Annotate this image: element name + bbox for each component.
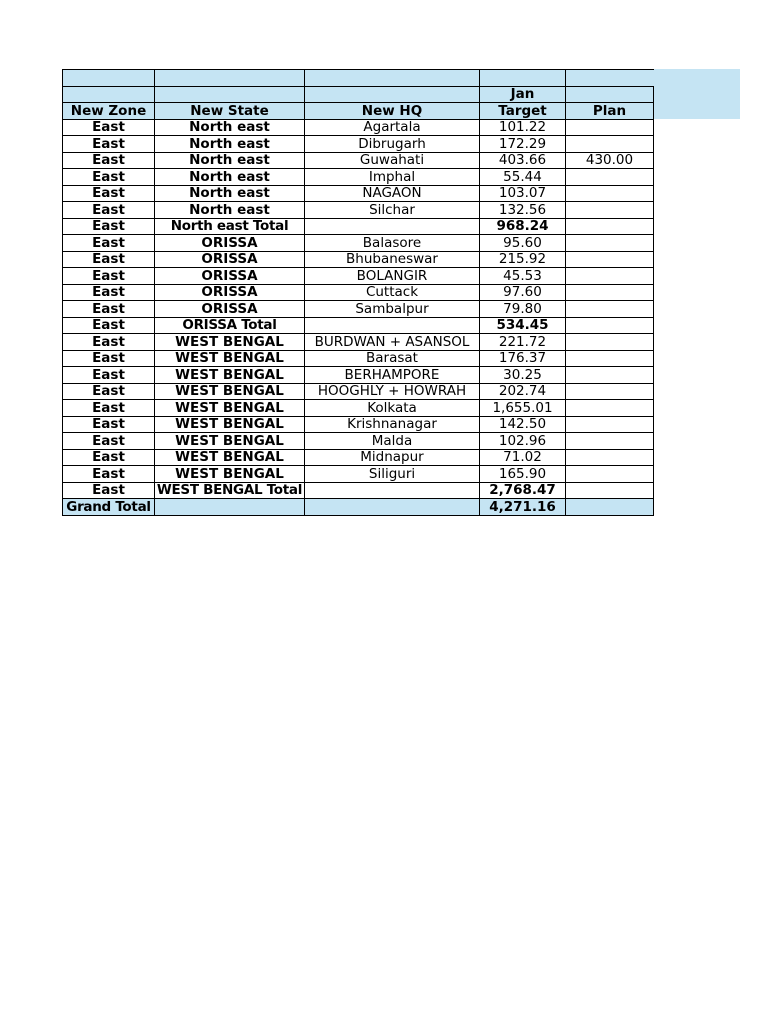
table-row <box>63 268 654 285</box>
cell-state[interactable]: WEST BENGAL <box>155 449 305 466</box>
cell-plan[interactable] <box>566 284 654 301</box>
month-header-cell[interactable] <box>480 86 566 103</box>
cell-state[interactable]: North east <box>155 202 305 219</box>
cell-plan[interactable] <box>566 235 654 252</box>
cell-state[interactable]: WEST BENGAL <box>155 416 305 433</box>
table-row <box>63 334 654 351</box>
cell-state[interactable]: North east <box>155 119 305 136</box>
subtotal-row <box>63 218 654 235</box>
cell-hq[interactable]: Balasore <box>305 235 480 252</box>
cell-hq[interactable]: Barasat <box>305 350 480 367</box>
cell-zone[interactable]: East <box>63 119 155 136</box>
cell-plan[interactable] <box>566 218 654 235</box>
header-cell-blank[interactable] <box>63 70 155 87</box>
month-label: Jan <box>510 86 535 103</box>
cell-plan[interactable] <box>566 185 654 202</box>
cell-plan[interactable] <box>566 400 654 417</box>
cell-zone[interactable]: East <box>63 185 155 202</box>
cell-state[interactable]: WEST BENGAL <box>155 433 305 450</box>
cell-zone[interactable]: East <box>63 416 155 433</box>
cell-plan[interactable] <box>566 433 654 450</box>
cell-hq[interactable]: BURDWAN + ASANSOL <box>305 334 480 351</box>
cell-hq[interactable]: Bhubaneswar <box>305 251 480 268</box>
cell-target[interactable]: 221.72 <box>480 334 566 351</box>
cell-plan[interactable] <box>566 268 654 285</box>
cell-hq[interactable]: Dibrugarh <box>305 136 480 153</box>
cell-plan[interactable] <box>566 251 654 268</box>
cell-zone[interactable]: East <box>63 367 155 384</box>
table-row <box>63 367 654 384</box>
cell-target[interactable]: 165.90 <box>480 466 566 483</box>
cell-hq[interactable]: Sambalpur <box>305 301 480 318</box>
cell-zone[interactable]: East <box>63 169 155 186</box>
cell-target[interactable]: 55.44 <box>480 169 566 186</box>
cell-plan[interactable] <box>566 136 654 153</box>
cell-hq[interactable] <box>305 218 480 235</box>
header-row-blank <box>63 70 654 87</box>
table-row <box>63 119 654 136</box>
table-row <box>63 251 654 268</box>
grand-total-row <box>63 499 654 516</box>
table-row <box>63 202 654 219</box>
cell-state[interactable]: WEST BENGAL <box>155 334 305 351</box>
cell-hq[interactable]: HOOGHLY + HOWRAH <box>305 383 480 400</box>
table-row <box>63 152 654 169</box>
cell-target[interactable]: 176.37 <box>480 350 566 367</box>
cell-plan[interactable] <box>566 169 654 186</box>
cell-state[interactable]: ORISSA <box>155 301 305 318</box>
cell-target[interactable]: 202.74 <box>480 383 566 400</box>
cell-zone[interactable]: East <box>63 268 155 285</box>
cell-target[interactable]: 132.56 <box>480 202 566 219</box>
cell-zone[interactable]: East <box>63 284 155 301</box>
grand-total-target[interactable]: 4,271.16 <box>480 499 566 516</box>
cell-state[interactable]: North east <box>155 136 305 153</box>
cell-plan[interactable] <box>566 202 654 219</box>
cell-state[interactable]: North east <box>155 185 305 202</box>
cell-state[interactable]: North east <box>155 169 305 186</box>
cell-target[interactable]: 403.66 <box>480 152 566 169</box>
cell-zone[interactable]: East <box>63 482 155 499</box>
header-row-month <box>63 86 654 103</box>
cell-zone[interactable]: East <box>63 317 155 334</box>
column-header-hq[interactable]: New HQ <box>305 103 480 120</box>
cell-plan[interactable] <box>566 317 654 334</box>
cell-target[interactable]: 97.60 <box>480 284 566 301</box>
cell-zone[interactable]: East <box>63 152 155 169</box>
table-row <box>63 136 654 153</box>
cell-hq[interactable]: Imphal <box>305 169 480 186</box>
cell-plan[interactable] <box>566 301 654 318</box>
cell-zone[interactable]: East <box>63 334 155 351</box>
column-header-plan[interactable]: Plan <box>566 103 654 120</box>
cell-state[interactable]: WEST BENGAL Total <box>155 482 305 499</box>
cell-plan[interactable] <box>566 383 654 400</box>
header-cell-blank[interactable] <box>305 70 480 87</box>
grand-total-label[interactable]: Grand Total <box>63 499 155 516</box>
cell-zone[interactable]: East <box>63 383 155 400</box>
cell-hq[interactable]: Siliguri <box>305 466 480 483</box>
cell-hq[interactable]: BERHAMPORE <box>305 367 480 384</box>
cell-hq[interactable] <box>305 482 480 499</box>
cell-target[interactable]: 1,655.01 <box>480 400 566 417</box>
cell-zone[interactable]: East <box>63 202 155 219</box>
cell-state[interactable]: ORISSA <box>155 268 305 285</box>
cell-state[interactable]: ORISSA <box>155 284 305 301</box>
cell-plan[interactable] <box>566 119 654 136</box>
grand-total-hq-cell[interactable] <box>305 499 480 516</box>
cell-state[interactable]: North east <box>155 152 305 169</box>
cell-plan[interactable] <box>566 466 654 483</box>
cell-zone[interactable]: East <box>63 218 155 235</box>
cell-hq[interactable]: NAGAON <box>305 185 480 202</box>
cell-target[interactable]: 172.29 <box>480 136 566 153</box>
table-row <box>63 301 654 318</box>
cell-target[interactable]: 101.22 <box>480 119 566 136</box>
cell-plan[interactable] <box>566 367 654 384</box>
cell-state[interactable]: WEST BENGAL <box>155 400 305 417</box>
cell-zone[interactable]: East <box>63 136 155 153</box>
cell-hq[interactable] <box>305 317 480 334</box>
column-header-row <box>63 103 654 120</box>
cell-target[interactable]: 95.60 <box>480 235 566 252</box>
grand-total-state-cell[interactable] <box>155 499 305 516</box>
cell-target[interactable]: 79.80 <box>480 301 566 318</box>
cell-hq[interactable]: BOLANGIR <box>305 268 480 285</box>
table-row <box>63 383 654 400</box>
cell-plan[interactable] <box>566 449 654 466</box>
cell-hq[interactable]: Midnapur <box>305 449 480 466</box>
subtotal-row <box>63 317 654 334</box>
cell-state[interactable]: WEST BENGAL <box>155 367 305 384</box>
cell-zone[interactable]: East <box>63 350 155 367</box>
table-row <box>63 400 654 417</box>
header-cell-blank[interactable] <box>480 70 566 87</box>
cell-hq[interactable]: Malda <box>305 433 480 450</box>
cell-plan[interactable] <box>566 334 654 351</box>
cell-target[interactable]: 142.50 <box>480 416 566 433</box>
cell-state[interactable]: WEST BENGAL <box>155 350 305 367</box>
table-row <box>63 235 654 252</box>
column-header-target[interactable]: Target <box>480 103 566 120</box>
header-cell-blank[interactable] <box>566 70 654 87</box>
cell-state[interactable]: ORISSA <box>155 235 305 252</box>
header-cell-blank[interactable] <box>155 70 305 87</box>
table-row <box>63 449 654 466</box>
cell-state[interactable]: ORISSA <box>155 251 305 268</box>
cell-plan[interactable] <box>566 416 654 433</box>
column-header-state[interactable]: New State <box>155 103 305 120</box>
cell-zone[interactable]: East <box>63 235 155 252</box>
cell-zone[interactable]: East <box>63 466 155 483</box>
grand-total-plan-cell[interactable] <box>566 499 654 516</box>
target-plan-table <box>62 69 654 516</box>
cell-target[interactable]: 534.45 <box>480 317 566 334</box>
header-cell-blank[interactable] <box>566 86 654 103</box>
table-row <box>63 185 654 202</box>
cell-zone[interactable]: East <box>63 400 155 417</box>
cell-hq[interactable]: Guwahati <box>305 152 480 169</box>
cell-state[interactable]: WEST BENGAL <box>155 383 305 400</box>
table-row <box>63 433 654 450</box>
cell-plan[interactable] <box>566 482 654 499</box>
cell-target[interactable]: 2,768.47 <box>480 482 566 499</box>
cell-target[interactable]: 30.25 <box>480 367 566 384</box>
cell-state[interactable]: North east Total <box>155 218 305 235</box>
header-cell-blank[interactable] <box>63 86 155 103</box>
cell-hq[interactable]: Agartala <box>305 119 480 136</box>
cell-target[interactable]: 968.24 <box>480 218 566 235</box>
header-cell-blank[interactable] <box>155 86 305 103</box>
cell-hq[interactable]: Silchar <box>305 202 480 219</box>
table-row <box>63 416 654 433</box>
cell-target[interactable]: 71.02 <box>480 449 566 466</box>
table-row <box>63 169 654 186</box>
table-body <box>63 119 654 499</box>
column-header-zone[interactable]: New Zone <box>63 103 155 120</box>
cell-target[interactable]: 103.07 <box>480 185 566 202</box>
cell-zone[interactable]: East <box>63 251 155 268</box>
cell-state[interactable]: WEST BENGAL <box>155 466 305 483</box>
cell-plan[interactable] <box>566 350 654 367</box>
table-row <box>63 284 654 301</box>
cell-target[interactable]: 45.53 <box>480 268 566 285</box>
cell-zone[interactable]: East <box>63 433 155 450</box>
cell-target[interactable]: 102.96 <box>480 433 566 450</box>
spreadsheet <box>62 69 654 516</box>
header-fill-band <box>653 69 740 119</box>
cell-hq[interactable]: Krishnanagar <box>305 416 480 433</box>
cell-target[interactable]: 215.92 <box>480 251 566 268</box>
cell-hq[interactable]: Cuttack <box>305 284 480 301</box>
cell-zone[interactable]: East <box>63 449 155 466</box>
table-row <box>63 466 654 483</box>
cell-plan[interactable]: 430.00 <box>566 152 654 169</box>
cell-state[interactable]: ORISSA Total <box>155 317 305 334</box>
cell-hq[interactable]: Kolkata <box>305 400 480 417</box>
cell-zone[interactable]: East <box>63 301 155 318</box>
header-cell-blank[interactable] <box>305 86 480 103</box>
table-row <box>63 350 654 367</box>
subtotal-row <box>63 482 654 499</box>
